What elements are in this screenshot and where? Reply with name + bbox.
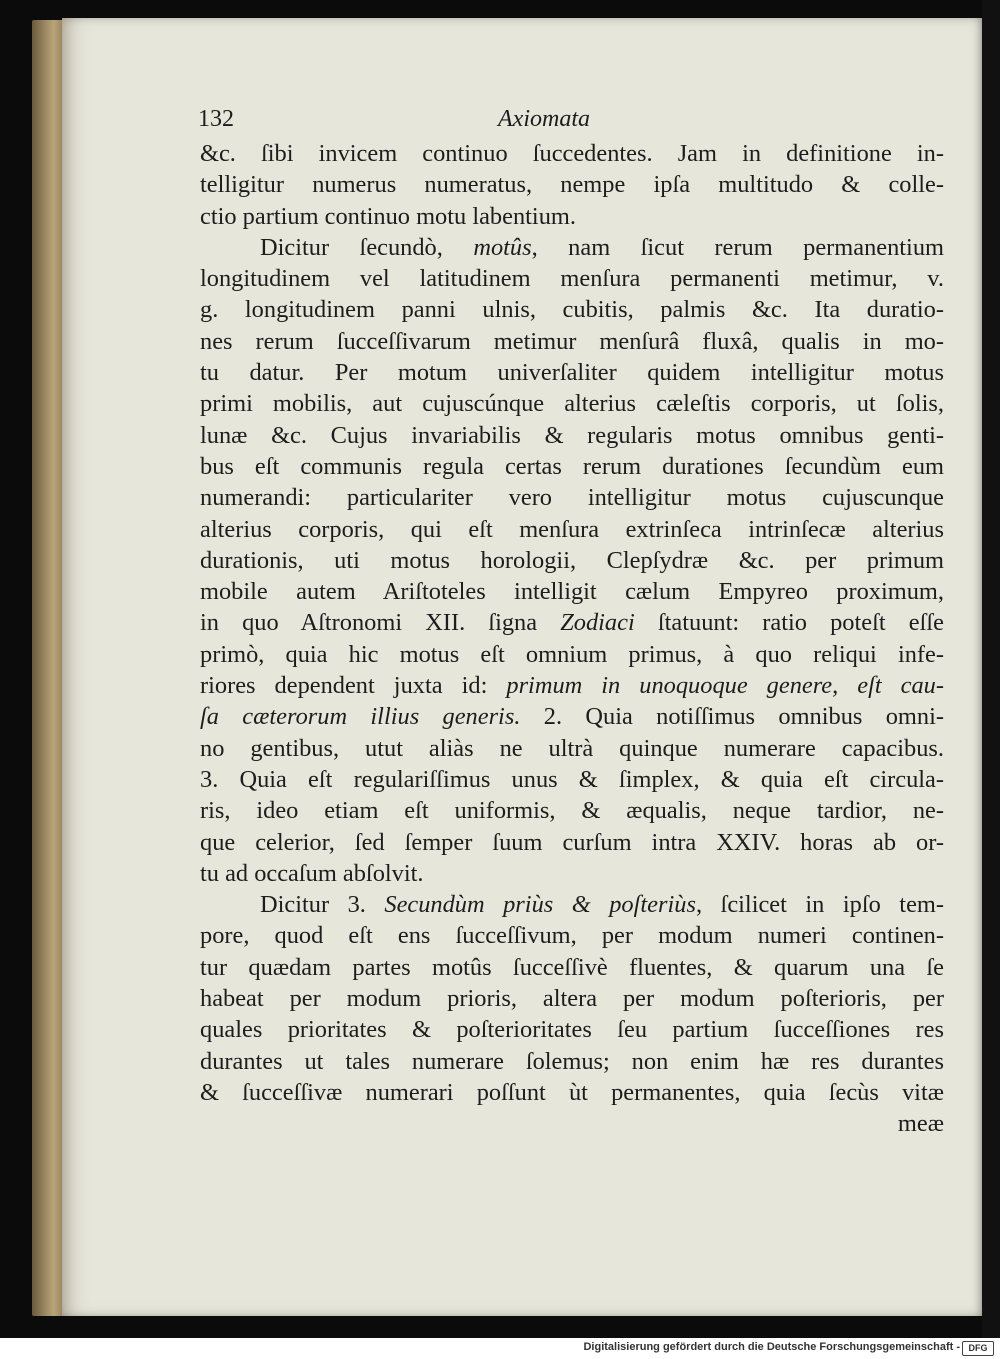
text-line — [200, 514, 944, 545]
text-segment: ris, ideo etiam eſt uniformis, & æqualis, neque tardior, ne- — [200, 797, 944, 825]
text-line — [200, 983, 944, 1014]
page-header — [198, 106, 618, 136]
text-line — [200, 545, 944, 576]
text-segment: habeat per modum prioris, altera per modum poſterioris, per — [200, 985, 944, 1013]
text-segment: alterius corporis, qui eſt menſura extrinſeca intrinſecæ alterius — [200, 515, 944, 543]
text-segment: g. longitudinem panni ulnis, cubitis, palmis &c. Ita duratio- — [200, 296, 944, 324]
right-border — [982, 0, 1000, 1338]
dfg-logo-icon: DFG — [962, 1341, 994, 1356]
text-segment: &c. ſibi invicem continuo ſuccedentes. Jam in definitione in- — [200, 140, 944, 167]
text-line — [200, 1046, 944, 1077]
text-line — [200, 232, 944, 263]
text-line — [200, 795, 944, 826]
text-segment: longitudinem vel latitudinem menſura permanenti metimur, v. — [200, 265, 944, 293]
text-line — [200, 858, 944, 889]
running-title: Axiomata — [498, 106, 590, 132]
italic-text: motûs — [473, 233, 532, 261]
text-line — [200, 482, 944, 513]
text-segment: numerandi: particulariter vero intelligitur motus cujuscunque — [200, 484, 944, 512]
text-segment: in quo Aſtronomi XII. ſigna — [200, 609, 561, 637]
text-line — [200, 169, 944, 200]
text-segment: tu ad occaſum abſolvit. — [200, 859, 424, 887]
text-line — [200, 576, 944, 607]
text-segment: meæ — [897, 1110, 944, 1138]
text-segment: tu datur. Per motum univerſaliter quidem intelligitur motus — [200, 359, 944, 387]
text-line — [200, 1014, 944, 1045]
text-line — [200, 263, 944, 294]
text-segment: , ſcilicet in ipſo tem- — [695, 891, 944, 919]
text-segment: Dicitur ſecundò, — [260, 233, 474, 261]
text-line — [200, 357, 944, 388]
page-number: 132 — [198, 106, 234, 132]
text-line — [200, 764, 944, 795]
text-line — [200, 952, 944, 983]
text-segment: no gentibus, utut aliàs ne ultrà quinque numerare capacibus. — [200, 734, 944, 762]
text-line — [200, 733, 944, 764]
text-segment: , nam ſicut rerum permanentium — [531, 233, 945, 261]
footer-bar — [0, 1338, 1000, 1359]
text-segment: riores dependent juxta id: — [200, 672, 507, 700]
text-line — [200, 639, 944, 670]
text-line — [200, 294, 944, 325]
text-segment: 3. Quia eſt regulariſſimus unus & ſimplex, & quia eſt circula- — [200, 765, 944, 793]
text-segment: telligitur numerus numeratus, nempe ipſa multitudo & colle- — [200, 171, 944, 199]
text-line — [200, 420, 944, 451]
text-segment: que celerior, ſed ſemper ſuum curſum intra XXIV. horas ab or- — [200, 828, 944, 856]
italic-text: Secundùm priùs & poſteriùs — [384, 891, 696, 919]
text-line — [200, 701, 944, 732]
text-segment: Dicitur 3. — [260, 891, 385, 919]
text-line — [200, 201, 944, 232]
text-segment: pore, quod eſt ens ſucceſſivum, per modum numeri continen- — [200, 922, 944, 950]
text-segment: tur quædam partes motûs ſucceſſivè fluentes, & quarum una ſe — [200, 953, 944, 981]
text-segment: ctio partium continuo motu labentium. — [200, 202, 576, 230]
text-line — [200, 138, 944, 169]
body-text — [200, 138, 944, 1140]
text-segment: lunæ &c. Cujus invariabilis & regularis motus omnibus genti- — [200, 421, 944, 449]
text-line — [200, 1077, 944, 1108]
text-line — [200, 827, 944, 858]
italic-text: Zodiaci — [560, 609, 635, 637]
text-segment: ſtatuunt: ratio poteſt eſſe — [634, 609, 944, 637]
text-segment: primò, quia hic motus eſt omnium primus, à quo reliqui infe- — [200, 640, 944, 668]
italic-text: ſa cæterorum illius generis. — [200, 703, 521, 731]
text-segment: durantes ut tales numerare ſolemus; non enim hæ res durantes — [200, 1047, 944, 1075]
text-line — [200, 451, 944, 482]
text-segment: primi mobilis, aut cujuscúnque alterius cæleſtis corporis, ut ſolis, — [200, 390, 944, 418]
text-segment: 2. Quia notiſſimus omnibus omni- — [520, 703, 944, 731]
text-line — [200, 1108, 944, 1139]
italic-text: primum in unoquoque genere, eſt cau- — [506, 672, 944, 700]
text-line — [200, 326, 944, 357]
text-line — [200, 388, 944, 419]
text-line — [200, 920, 944, 951]
text-segment: & ſucceſſivæ numerari poſſunt ùt permanentes, quia ſecùs vitæ — [200, 1078, 944, 1106]
text-segment: bus eſt communis regula certas rerum durationes ſecundùm eum — [200, 452, 944, 480]
text-segment: durationis, uti motus horologii, Clepſydræ &c. per primum — [200, 546, 944, 574]
text-segment: nes rerum ſucceſſivarum metimur menſurâ fluxâ, qualis in mo- — [200, 327, 944, 355]
text-line — [200, 889, 944, 920]
text-line — [200, 670, 944, 701]
footer-credit: Digitalisierung gefördert durch die Deutsche Forschungsgemeinschaft - — [583, 1341, 960, 1353]
text-line — [200, 607, 944, 638]
text-segment: quales prioritates & poſterioritates ſeu partium ſucceſſiones res — [200, 1016, 944, 1044]
text-segment: mobile autem Ariſtoteles intelligit cælum Empyreo proximum, — [200, 578, 944, 606]
